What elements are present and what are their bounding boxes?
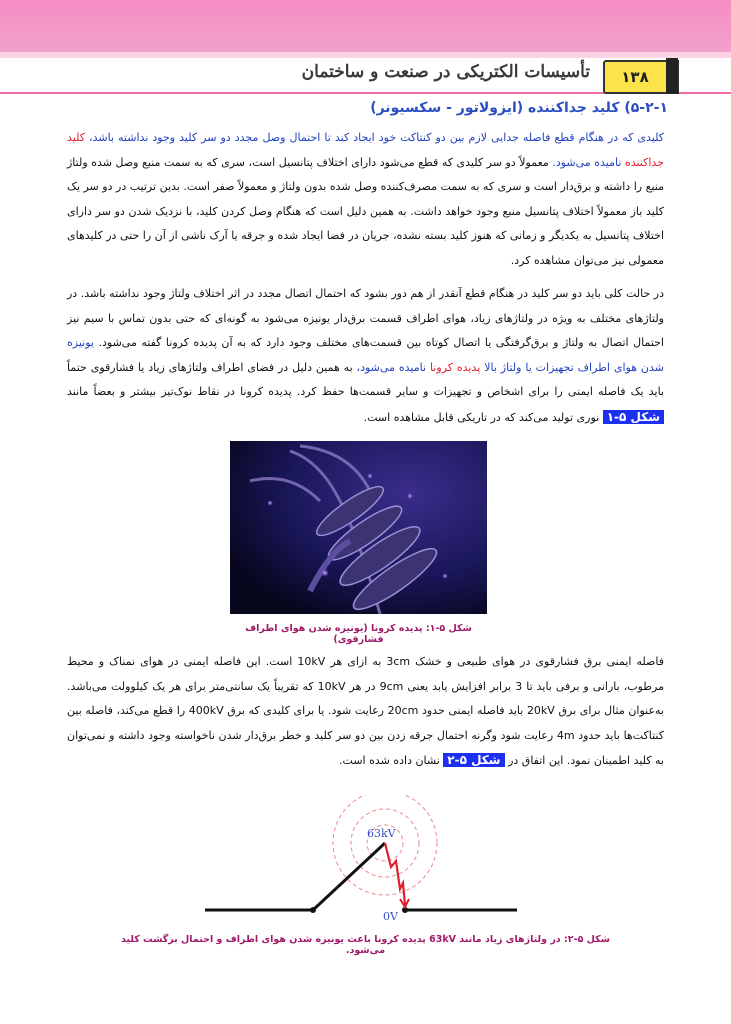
paragraph-3 [67, 650, 664, 774]
section-heading: ۵-۲-۱) کلید جداکننده (ایزولاتور - سکسیونر) [370, 100, 668, 116]
book-title: تأسیسات الکتریکی در صنعت و ساختمان [301, 62, 590, 82]
switch-blade [313, 843, 385, 910]
paragraph-2-continued: به همین دلیل در فضای اطراف ولتاژهای زیاد یا فشارقوی حتماً باید یک فاصله ایمنی را برای اشخاص و تجهیزات و سایر قسمت‌ها حفظ کرد. پدیده کرونا در نقاط نوک‌تیز بیشتر و بعضاً مانند [67, 360, 664, 399]
corona-definition-lead: یونیزه شدن هوای اطراف تجهیزات یا ولتاژ بالا [67, 336, 664, 374]
high-voltage-label: 63kV [367, 827, 396, 840]
definition-lead: کلیدی که در هنگام قطع فاصله جدایی لازم بین دو کنتاکت خود ایجاد کند تا احتمال وصل مجدد دو سر کلید وجود نداشته باشد، [84, 131, 664, 144]
page-number-tab-edge [666, 58, 678, 94]
figure-2-caption: شکل ۵-۲: در ولتاژهای زیاد مانند 63kV پدیده کرونا باعث یونیزه شدن هوای اطراف و احتمال برگشت کلید می‌شود. [120, 934, 611, 956]
term-corona: پدیده کرونا [429, 360, 481, 374]
paragraph-2-end: نوری تولید می‌کند که در تاریکی قابل مشاهده است. [363, 410, 603, 424]
page-number: ۱۳۸ [621, 68, 649, 86]
top-pink-band [0, 0, 731, 52]
switch-arc-diagram [195, 795, 535, 925]
paragraph-3-end: نشان داده شده است. [339, 754, 444, 768]
paragraph-1 [67, 126, 664, 274]
definition-tail: نامیده می‌شود. [552, 155, 625, 169]
corona-photo-illustration [230, 441, 487, 614]
term-isolator: کلید جداکننده [67, 131, 664, 169]
paragraph-2-body: در حالت کلی باید دو سر کلید در هنگام قطع آنقدر از هم دور بشود که احتمال اتصال مجدد در اثر اختلاف ولتاژ وجود نداشته باشد. در ولتاژهای مختلف به ویژه در ولتاژهای زیاد، هوای اطراف قسمت برق‌دار یونیزه می‌شود به گونه‌ای که حتی بدون تماس با سیم نیز احتمال اتصال به ولتاژ و برق‌گرفتگی یا اتصال کوتاه بین قسمت‌های مختلف وجود دارد که به آن پدیده کرونا گفته می‌شود. [67, 287, 664, 350]
figure-reference-1[interactable]: شکل ۵-۱ [603, 410, 664, 424]
corona-photo [230, 441, 487, 614]
blade-hinge [310, 907, 316, 913]
arc-spark [385, 843, 405, 905]
corona-definition-tail: نامیده می‌شود، [356, 360, 430, 374]
paragraph-2 [67, 282, 664, 431]
paragraph-3-body: فاصله ایمنی برق فشارقوی در هوای طبیعی و خشک 3cm به ازای هر 10kV است. این فاصله ایمنی در هوای نمناک و محیط مرطوب، بارانی و برفی باید تا 3 برابر افزایش یابد یعنی 9cm در هر 10kV که تقریباً یک سانتی‌متر برای هر یک کیلوولت می‌باشد. به‌عنوان مثال برای برق 20kV باید فاصله ایمنی حدود 20cm رعایت شود. یا برای کلیدی که برق 400kV را قطع می‌کند، فاصله بین کنتاکت‌ها باید حدود 4m رعایت شود وگرنه احتمال جرقه زدن بین دو سر کلید و خطر برق‌دار شدن ناخواسته وجود داشته و نمی‌توان به کلید اطمینان نمود. این اتفاق در [67, 655, 664, 768]
paragraph-1-body: معمولاً دو سر کلیدی که قطع می‌شود دارای اختلاف پتانسیل است، سری که به سمت منبع وصل شده ولتاژ منبع را داشته و برق‌دار است و سری که به سمت مصرف‌کننده وصل شده بدون ولتاژ و معمولاً صفر است. بدین ترتیب در دو سر یک کلید باز معمولاً اختلاف پتانسیل منبع وجود خواهد داشت. به همین دلیل است که هنگام وصل کردن کلید، با نزدیک شدن دو سر دارای اختلاف پتانسیل به یکدیگر و زمانی که هنوز کلید بسته نشده، جریان در فضا ایجاد شده و جرقه یا آرک ناشی از آن را حتی در کلیدهای معمولی نیز می‌توان مشاهده کرد. [67, 155, 664, 267]
figure-reference-2[interactable]: شکل ۵-۲ [443, 753, 504, 767]
figure-1-caption: شکل ۵-۱: پدیده کرونا (یونیزه شدن هوای اطراف فشارقوی) [245, 623, 472, 645]
zero-voltage-label: 0V [383, 910, 398, 923]
